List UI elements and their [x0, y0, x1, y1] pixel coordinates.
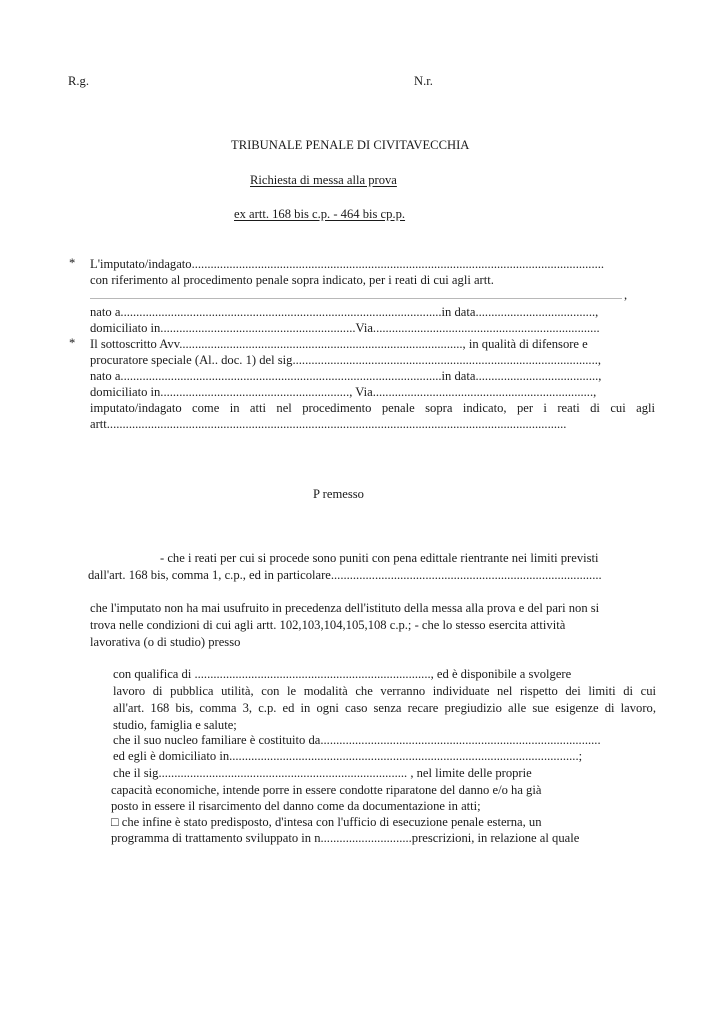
- section2-bullet: *: [69, 336, 76, 350]
- para3-line6: ed egli è domiciliato in...............................................................................................................;: [113, 749, 583, 763]
- para1-line1: - che i reati per cui si procede sono puniti con pena edittale rientrante nei limiti previsti: [160, 551, 599, 565]
- para3-line3: all'art. 168 bis, comma 3, c.p. ed in ogni caso senza recare pregiudizio alle sue esigenze di lavoro,: [113, 701, 656, 715]
- section2-line5: imputato/indagato come in atti nel procedimento penale sopra indicato, per i reati di cui agli: [90, 401, 655, 415]
- court-title: TRIBUNALE PENALE DI CIVITAVECCHIA: [231, 138, 470, 152]
- rg-label: R.g.: [68, 74, 89, 88]
- para2-line1: che l'imputato non ha mai usufruito in precedenza dell'istituto della messa alla prova e del pari non si: [90, 601, 600, 615]
- section1-line5: domiciliato in..............................................................Via........................................................................: [90, 321, 600, 335]
- blank-line: [90, 298, 622, 299]
- section2-line6: artt..................................................................................................................................................: [90, 417, 567, 431]
- section1-line2: con riferimento al procedimento penale sopra indicato, per i reati di cui agli artt.: [90, 273, 494, 287]
- section1-line4: nato a......................................................................................................in data......................................,: [90, 305, 599, 319]
- para3-line5: che il suo nucleo familiare è costituito da.........................................................................................: [113, 733, 601, 747]
- para3-line2: lavoro di pubblica utilità, con le modalità che verranno individuate nel rispetto dei limiti di cui: [113, 684, 656, 698]
- para2-line2: trova nelle condizioni di cui agli artt. 102,103,104,105,108 c.p.; - che lo stesso esercita attività: [90, 618, 566, 632]
- reference-title: ex artt. 168 bis c.p. - 464 bis cp.p.: [234, 207, 406, 221]
- para3-line1: con qualifica di ..........................................................................., ed è disponibile a svolgere: [113, 667, 572, 681]
- para3-line7: che il sig............................................................................... , nel limite delle proprie: [113, 766, 532, 780]
- para1-line2: dall'art. 168 bis, comma 1, c.p., ed in particolare......................................................................................: [88, 568, 602, 582]
- para2-line3: lavorativa (o di studio) presso: [90, 635, 241, 649]
- section1-line1: L'imputato/indagato...................................................................................................................................: [90, 257, 605, 271]
- premesso-heading: P remesso: [313, 487, 364, 501]
- para3-line8: capacità economiche, intende porre in essere condotte riparatone del danno e/o ha già: [111, 783, 542, 797]
- subject-title: Richiesta di messa alla prova: [250, 173, 397, 187]
- para3-line10: □ che infine è stato predisposto, d'intesa con l'ufficio di esecuzione penale esterna, un: [111, 815, 542, 829]
- section2-line4: domiciliato in............................................................, Via......................................................................,: [90, 385, 597, 399]
- section2-line3: nato a......................................................................................................in data.......................................,: [90, 369, 602, 383]
- section2-line1: Il sottoscritto Avv.........................................................................................., in qualità di difensore e: [90, 337, 588, 351]
- nr-label: N.r.: [414, 74, 433, 88]
- para3-line9: posto in essere il risarcimento del danno come da documentazione in atti;: [111, 799, 481, 813]
- para3-line4: studio, famiglia e salute;: [113, 718, 237, 732]
- para3-line11: programma di trattamento sviluppato in n.............................prescrizioni, in relazione al quale: [111, 831, 580, 845]
- section1-line3-end: ,: [624, 288, 628, 302]
- section2-line2: procuratore speciale (Al.. doc. 1) del sig.................................................................................................,: [90, 353, 602, 367]
- section1-bullet: *: [69, 256, 76, 270]
